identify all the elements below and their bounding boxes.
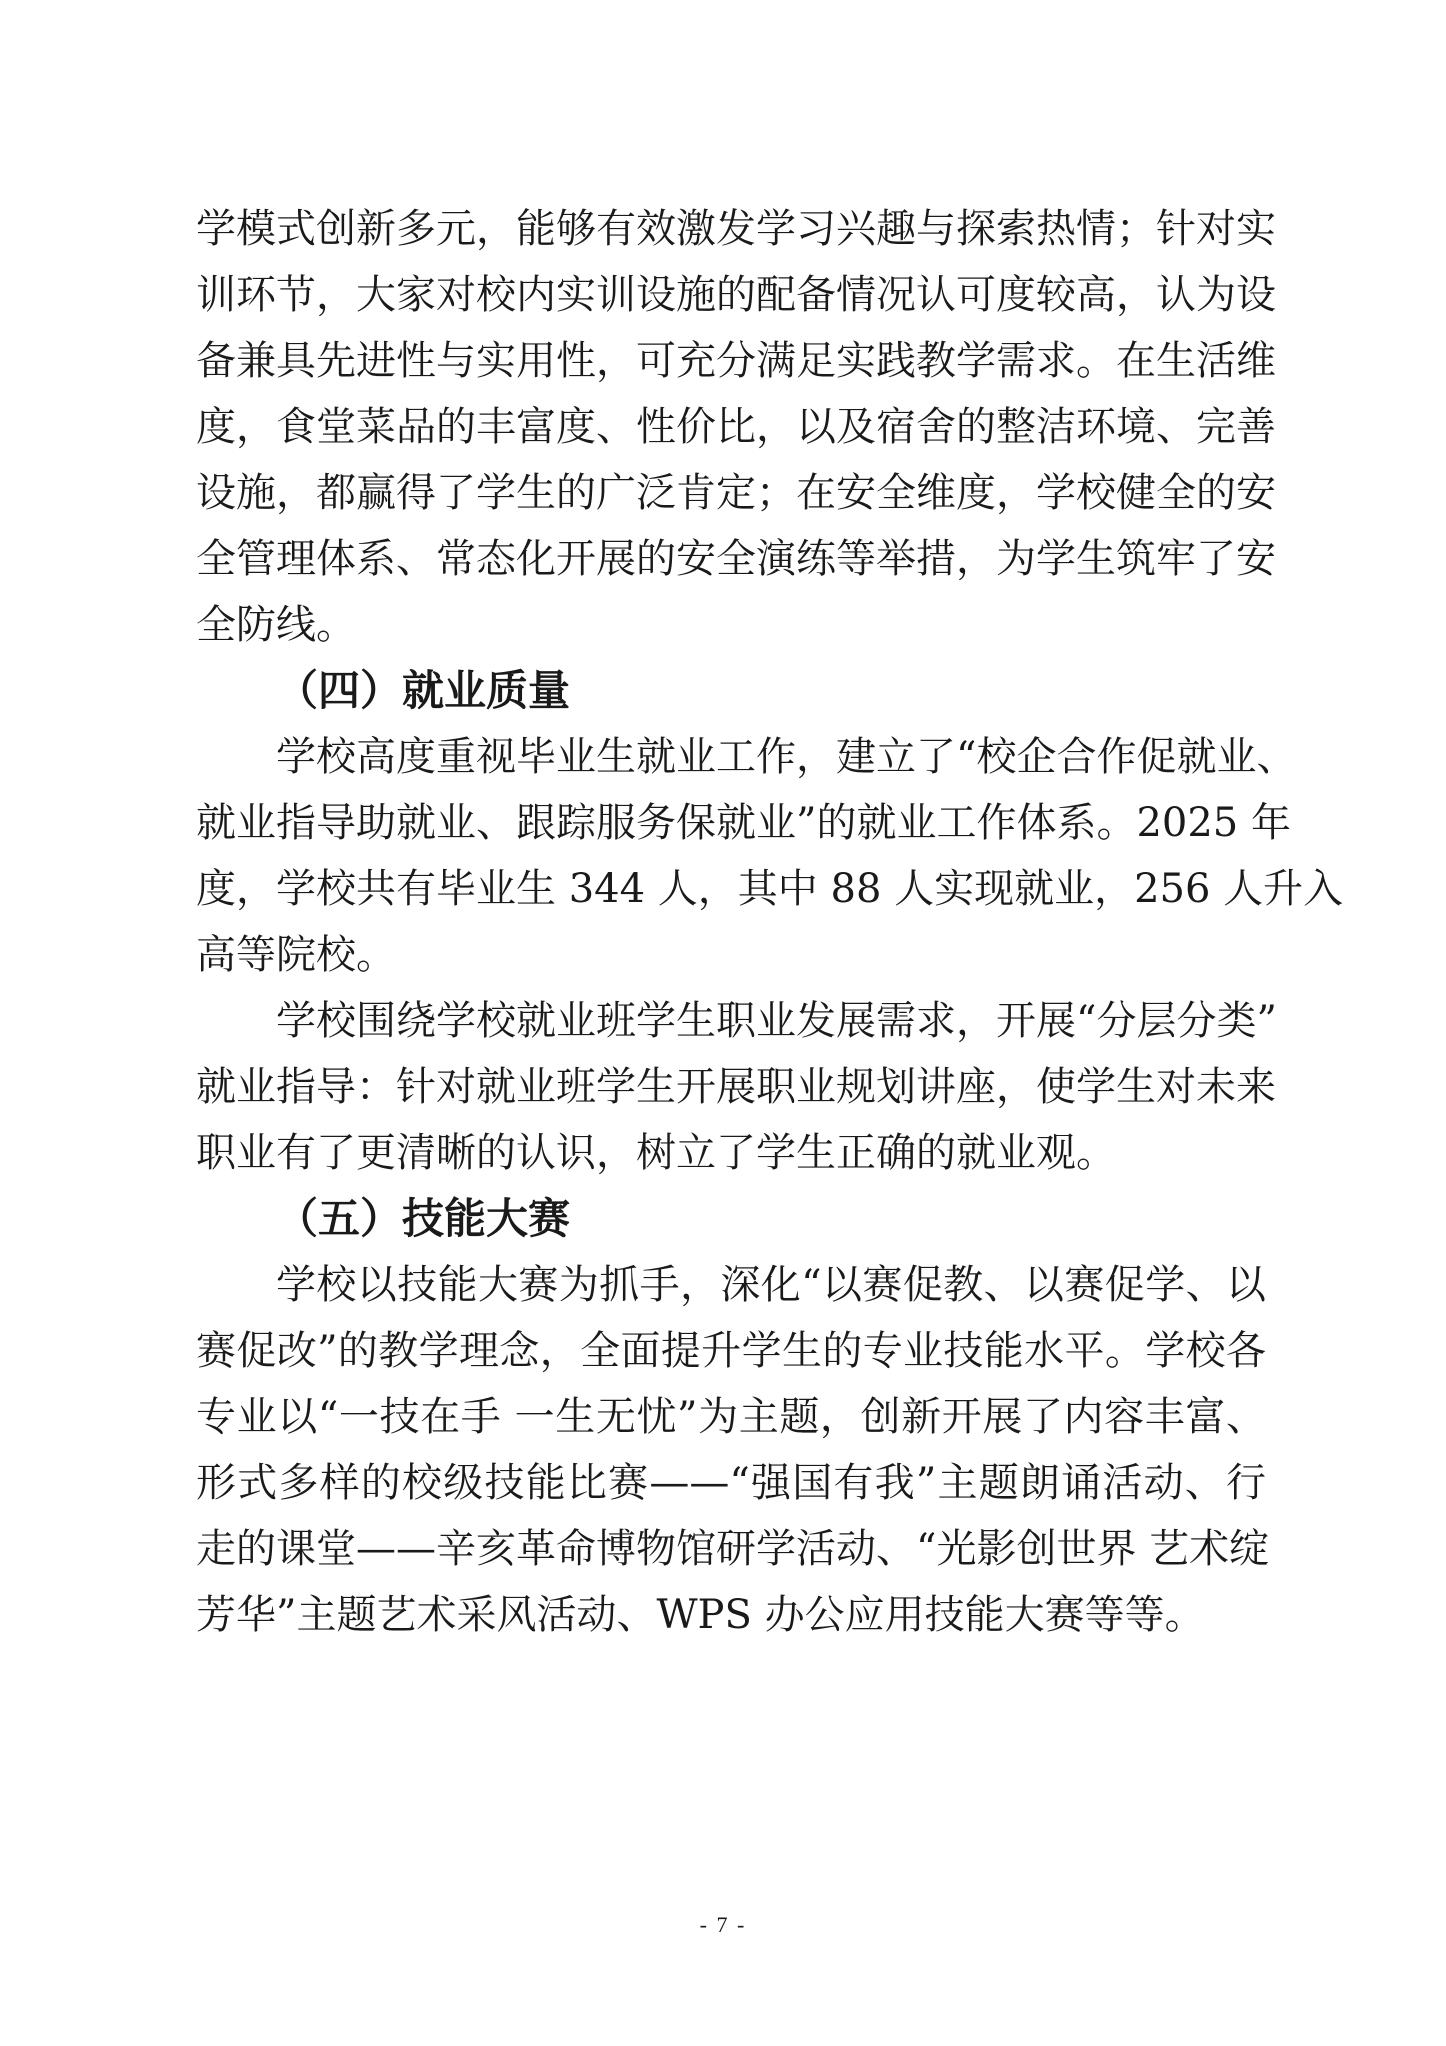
body-text-line: 高等院校。 [196,932,396,978]
body-text-line: 专业以“一技在手 一生无忧”为主题，创新开展了内容丰富、 [196,1394,1266,1440]
body-text-line: 设施，都赢得了学生的广泛肯定；在安全维度，学校健全的安 [196,470,1276,516]
body-text-line: 学模式创新多元，能够有效激发学习兴趣与探索热情；针对实 [196,206,1276,252]
body-text-line: 度，学校共有毕业生 344 人，其中 88 人实现就业，256 人升入 [196,866,1344,912]
body-text-line: 走的课堂——辛亥革命博物馆研学活动、“光影创世界 艺术绽 [196,1526,1270,1572]
body-text-line: 就业指导：针对就业班学生开展职业规划讲座，使学生对未来 [196,1064,1276,1110]
body-text-line: 度，食堂菜品的丰富度、性价比，以及宿舍的整洁环境、完善 [196,404,1276,450]
section-heading: （四）就业质量 [276,666,571,715]
body-text-line: 赛促改”的教学理念，全面提升学生的专业技能水平。学校各 [196,1328,1266,1374]
body-text-line: 学校以技能大赛为抓手，深化“以赛促教、以赛促学、以 [276,1262,1266,1308]
body-text-line: 全防线。 [196,602,356,648]
body-text-line: 训环节，大家对校内实训设施的配备情况认可度较高，认为设 [196,272,1276,318]
body-text-line: 备兼具先进性与实用性，可充分满足实践教学需求。在生活维 [196,338,1276,384]
body-text-line: 学校高度重视毕业生就业工作，建立了“校企合作促就业、 [276,734,1297,780]
body-text-line: 职业有了更清晰的认识，树立了学生正确的就业观。 [196,1130,1116,1176]
body-text-line: 芳华”主题艺术采风活动、WPS 办公应用技能大赛等等。 [196,1592,1205,1638]
body-text-line: 全管理体系、常态化开展的安全演练等举措，为学生筑牢了安 [196,536,1276,582]
section-heading: （五）技能大赛 [276,1194,571,1243]
body-text-line: 学校围绕学校就业班学生职业发展需求，开展“分层分类” [276,998,1277,1044]
body-text-line: 形式多样的校级技能比赛——“强国有我”主题朗诵活动、行 [196,1460,1266,1506]
body-text-line: 就业指导助就业、跟踪服务保就业”的就业工作体系。2025 年 [196,800,1291,846]
page-number: - 7 - [699,1912,747,1937]
